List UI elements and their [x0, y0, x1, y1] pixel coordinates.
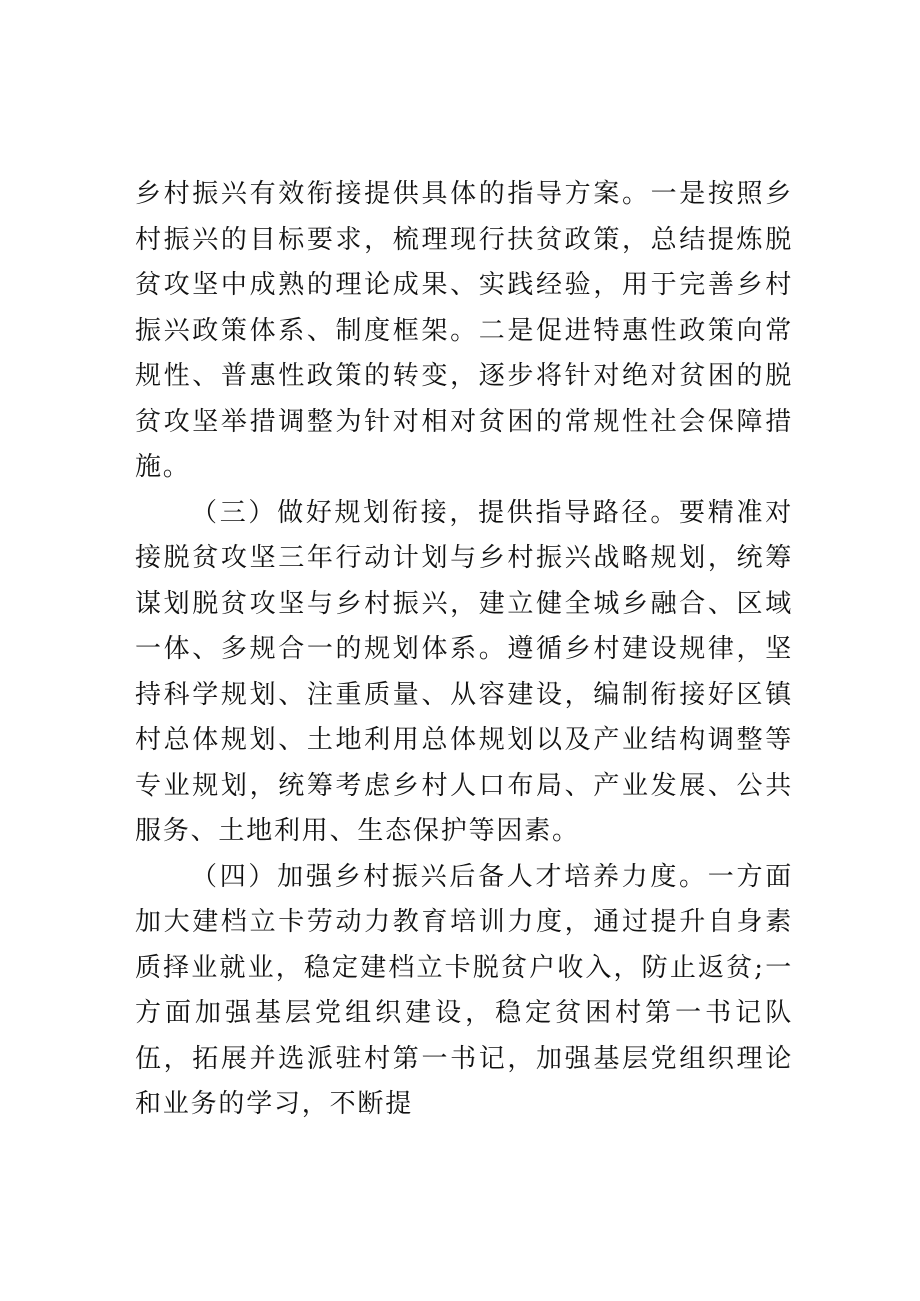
document-body: [135, 172, 793, 1128]
paragraph-3-talent: （四）加强乡村振兴后备人才培养力度。一方面加大建档立卡劳动力教育培训力度，通过提升自身素质择业就业，稳定建档立卡脱贫户收入，防止返贫;一方面加强基层党组织建设，稳定贫困村第一书记队伍，拓展并选派驻村第一书记，加强基层党组织理论和业务的学习，不断提: [135, 861, 793, 1119]
paragraph-2-planning: （三）做好规划衔接，提供指导路径。要精准对接脱贫攻坚三年行动计划与乡村振兴战略规划，统筹谋划脱贫攻坚与乡村振兴，建立健全城乡融合、区域一体、多规合一的规划体系。遵循乡村建设规律，坚持科学规划、注重质量、从容建设，编制衔接好区镇村总体规划、土地利用总体规划以及产业结构调整等专业规划，统筹考虑乡村人口布局、产业发展、公共服务、土地利用、生态保护等因素。: [135, 497, 793, 846]
paragraph-1: 乡村振兴有效衔接提供具体的指导方案。一是按照乡村振兴的目标要求，梳理现行扶贫政策，总结提炼脱贫攻坚中成熟的理论成果、实践经验，用于完善乡村振兴政策体系、制度框架。二是促进特惠性政策向常规性、普惠性政策的转变，逐步将针对绝对贫困的脱贫攻坚举措调整为针对相对贫困的常规性社会保障措施。: [135, 179, 793, 482]
